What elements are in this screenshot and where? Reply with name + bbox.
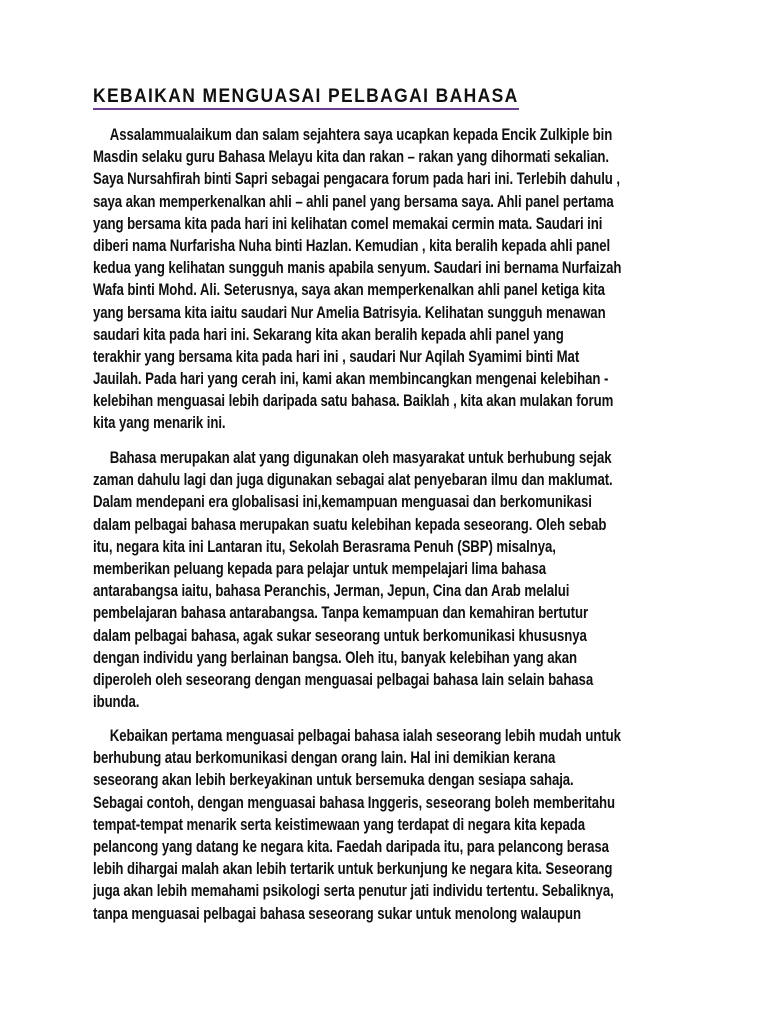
paragraph-introduction [93,124,733,435]
text-line: Sebagai contoh, dengan menguasai bahasa Inggeris, seseorang boleh memberitahu [93,793,615,812]
text-line: yang bersama kita pada hari ini kelihatan comel memakai cermin mata. Saudari ini [93,214,603,233]
text-line: Dalam mendepani era globalisasi ini,kemampuan menguasai dan berkomunikasi [93,493,592,512]
text-line: tempat-tempat menarik serta keistimewaan yang terdapat di negara kita kepada [93,815,586,834]
text-line: dalam pelbagai bahasa, agak sukar seseorang untuk berkomunikasi khususnya [93,626,587,645]
text-line: ibunda. [93,693,140,712]
text-line: dalam pelbagai bahasa merupakan suatu kelebihan kepada seseorang. Oleh sebab [93,515,607,534]
text-line: kelebihan menguasai lebih daripada satu bahasa. Baiklah , kita akan mulakan forum [93,392,614,411]
text-line: saya akan memperkenalkan ahli – ahli panel yang bersama saya. Ahli panel pertama [93,192,614,211]
paragraph-language-importance [93,447,733,713]
text-line: antarabangsa iaitu, bahasa Peranchis, Jerman, Jepun, Cina dan Arab melalui [93,582,570,601]
text-line: saudari kita pada hari ini. Sekarang kita akan beralih kepada ahli panel yang [93,325,564,344]
text-line: pelancong yang datang ke negara kita. Faedah daripada itu, para pelancong berasa [93,837,609,856]
text-line: zaman dahulu lagi dan juga digunakan sebagai alat penyebaran ilmu dan maklumat. [93,471,613,490]
text-line: terakhir yang bersama kita pada hari ini , saudari Nur Aqilah Syamimi binti Mat [93,347,580,366]
text-line: seseorang akan lebih berkeyakinan untuk bersemuka dengan sesiapa sahaja. [93,771,574,790]
text-line: tanpa menguasai pelbagai bahasa seseorang sukar untuk menolong walaupun [93,904,581,923]
text-line: Saya Nursahfirah binti Sapri sebagai pengacara forum pada hari ini. Terlebih dahulu , [93,170,620,189]
text-line: Assalammualaikum dan salam sejahtera saya ucapkan kepada Encik Zulkiple bin [109,126,613,144]
text-line: yang bersama kita iaitu saudari Nur Amelia Batrisyia. Kelihatan sungguh menawan [93,303,606,322]
text-line: pembelajaran bahasa antarabangsa. Tanpa kemampuan dan kemahiran bertutur [93,604,589,623]
text-line: Jauilah. Pada hari yang cerah ini, kami akan membincangkan mengenai kelebihan - [93,370,609,389]
text-line: memberikan peluang kepada para pelajar untuk mempelajari lima bahasa [93,559,547,578]
text-line: berhubung atau berkomunikasi dengan orang lain. Hal ini demikian kerana [93,749,556,768]
text-line: Bahasa merupakan alat yang digunakan oleh masyarakat untuk berhubung sejak [109,449,612,467]
text-line: kedua yang kelihatan sungguh manis apabila senyum. Saudari ini bernama Nurfaizah [93,259,622,278]
text-line: itu, negara kita ini Lantaran itu, Sekolah Berasrama Penuh (SBP) misalnya, [93,537,556,556]
text-line: lebih dihargai malah akan lebih tertarik untuk berkunjung ke negara kita. Seseorang [93,860,613,879]
text-line: Masdin selaku guru Bahasa Melayu kita dan rakan – rakan yang dihormati sekalian. [93,148,609,167]
text-line: kita yang menarik ini. [93,414,226,433]
text-line: juga akan lebih memahami psikologi serta penutur jati individu tertentu. Sebaliknya, [93,882,614,901]
text-line: Kebaikan pertama menguasai pelbagai bahasa ialah seseorang lebih mudah untuk [109,727,621,745]
document-title: KEBAIKAN MENGUASAI PELBAGAI BAHASA [93,86,519,110]
paragraph-first-benefit [93,725,733,925]
text-line: dengan individu yang berlainan bangsa. Oleh itu, banyak kelebihan yang akan [93,648,577,667]
text-line: Wafa binti Mohd. Ali. Seterusnya, saya akan memperkenalkan ahli panel ketiga kita [93,281,605,300]
text-line: diperoleh oleh seseorang dengan menguasai pelbagai bahasa lain selain bahasa [93,670,594,689]
text-line: diberi nama Nurfarisha Nuha binti Hazlan. Kemudian , kita beralih kepada ahli panel [93,236,611,255]
